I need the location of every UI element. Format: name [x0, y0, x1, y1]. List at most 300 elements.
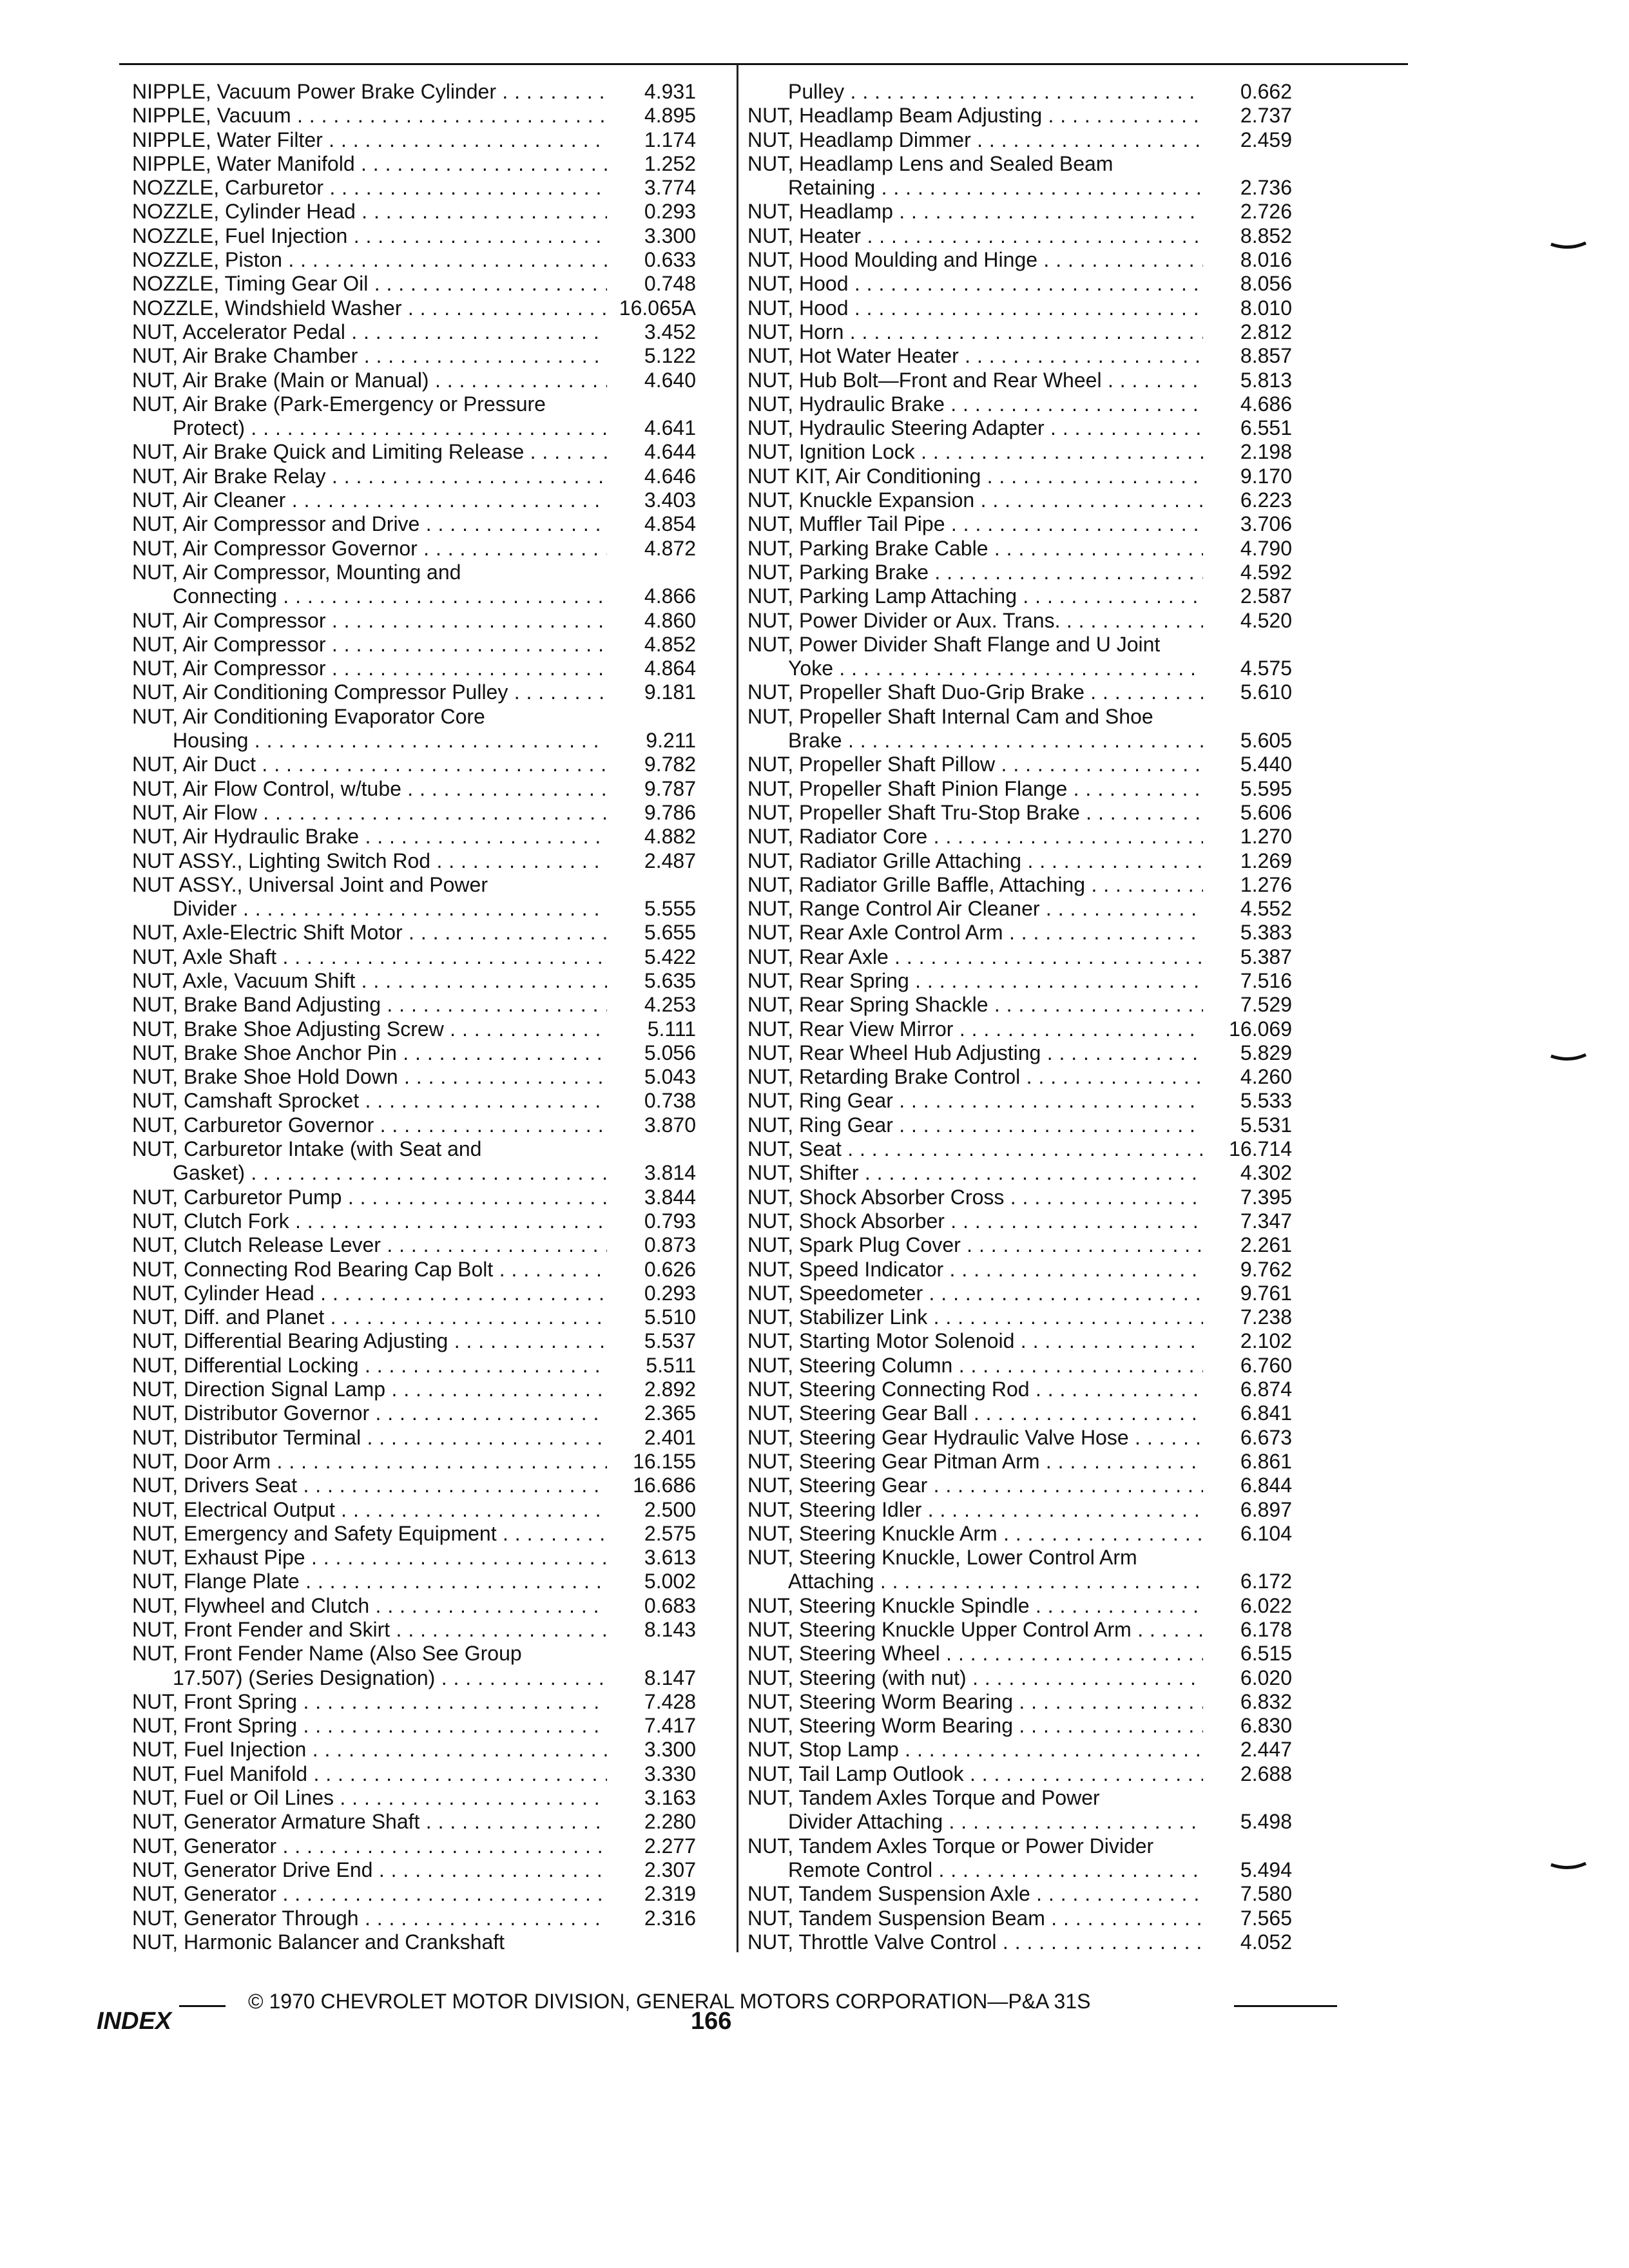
entry-label: NUT, Steering (with nut) . . . [747, 1666, 1203, 1690]
entry-group-number: 6.022 [1240, 1593, 1292, 1617]
index-entry [132, 1786, 696, 1810]
right-column [747, 80, 1292, 1954]
entry-group-number: 2.812 [1240, 320, 1292, 343]
entry-group-number: 6.844 [1240, 1474, 1292, 1497]
entry-row [132, 200, 696, 224]
entry-row [132, 1401, 696, 1425]
entry-group-number: 0.626 [644, 1257, 696, 1281]
entry-group-number: 5.813 [1240, 368, 1292, 392]
entry-group-number: 5.511 [646, 1353, 696, 1377]
entry-label: NUT, Air Brake Chamber . . . [132, 344, 607, 368]
entry-group-number: 4.931 [644, 80, 696, 103]
entry-row [747, 849, 1292, 873]
entry-row [747, 1642, 1292, 1666]
index-entry [132, 1017, 696, 1041]
index-entry [132, 1762, 696, 1786]
index-entry [747, 753, 1292, 776]
index-entry [747, 1354, 1292, 1378]
entry-group-number: 6.861 [1240, 1449, 1292, 1473]
index-entry [747, 1113, 1292, 1137]
entry-row [132, 1282, 696, 1305]
entry-row [747, 1065, 1292, 1089]
entry-group-number: 5.111 [647, 1017, 696, 1041]
entry-group-number: 5.605 [1240, 729, 1292, 753]
entry-row [132, 1426, 696, 1450]
entry-row [747, 1882, 1292, 1906]
index-entry [132, 1594, 696, 1618]
entry-label: NUT, Air Hydraulic Brake . . . [132, 825, 607, 849]
entry-label: NIPPLE, Water Manifold . . . [132, 152, 607, 176]
entry-group-number: 8.852 [1240, 224, 1292, 247]
entry-label: NUT, Air Brake Quick and Limiting Release . . . [132, 440, 607, 464]
footer-rule-left [179, 2005, 226, 2007]
entry-row [747, 104, 1292, 128]
index-entry [747, 1137, 1292, 1161]
entry-row [132, 416, 696, 440]
index-entry [747, 969, 1292, 993]
entry-row [132, 969, 696, 993]
entry-row [132, 729, 696, 753]
entry-group-number: 16.714 [1229, 1137, 1292, 1161]
entry-row [132, 1834, 696, 1858]
entry-label: NUT, Tail Lamp Outlook . . . [747, 1762, 1203, 1786]
entry-label: NUT, Rear Axle Control Arm . . . [747, 921, 1203, 945]
entry-group-number: 3.330 [644, 1762, 696, 1785]
entry-label: NUT, Rear Axle . . . [747, 945, 1203, 969]
index-entry [747, 1714, 1292, 1738]
entry-label: NUT, Camshaft Sprocket . . . [132, 1089, 607, 1113]
index-entry [132, 753, 696, 776]
entry-label: NUT, Steering Gear Ball . . . [747, 1401, 1203, 1425]
entry-label: NUT, Generator . . . [132, 1834, 607, 1858]
entry-label: NUT, Drivers Seat . . . [132, 1474, 607, 1497]
entry-label: NUT, Generator Through . . . [132, 1907, 607, 1930]
entry-group-number: 16.069 [1229, 1017, 1292, 1041]
index-entry [132, 993, 696, 1017]
index-entry [132, 1258, 696, 1282]
entry-row [132, 1882, 696, 1906]
index-entry [132, 1426, 696, 1450]
index-entry [747, 849, 1292, 873]
index-entry [747, 416, 1292, 440]
entry-row [132, 897, 696, 921]
entry-label: NOZZLE, Fuel Injection . . . [132, 224, 607, 248]
entry-label: NUT, Headlamp . . . [747, 200, 1203, 224]
index-entry [747, 1258, 1292, 1282]
entry-group-number: 5.002 [644, 1570, 696, 1593]
entry-label: NUT, Door Arm . . . [132, 1450, 607, 1474]
entry-row [132, 537, 696, 561]
entry-label: NUT, Radiator Grille Baffle, Attaching . . . [747, 873, 1203, 897]
entry-label: Connecting . . . [173, 584, 607, 608]
entry-group-number: 0.873 [644, 1233, 696, 1257]
entry-group-number: 2.277 [644, 1834, 696, 1858]
index-entry [747, 1233, 1292, 1257]
entry-label: NUT, Front Spring . . . [132, 1714, 607, 1738]
footer-rule-right [1234, 2005, 1337, 2007]
entry-group-number: 2.198 [1240, 440, 1292, 464]
entry-row [747, 1161, 1292, 1185]
entry-label: NUT, Clutch Release Lever . . . [132, 1233, 607, 1257]
entry-label: NUT, Propeller Shaft Duo-Grip Brake . . . [747, 680, 1203, 704]
index-entry [747, 465, 1292, 488]
index-entry [132, 1329, 696, 1353]
index-entry [747, 705, 1292, 753]
entry-label: Divider Attaching . . . [788, 1810, 1203, 1834]
index-entry [132, 488, 696, 512]
index-entry [747, 1786, 1292, 1834]
entry-label: NUT, Front Fender and Skirt . . . [132, 1618, 607, 1642]
entry-label: NIPPLE, Vacuum . . . [132, 104, 607, 128]
entry-label: NUT, Spark Plug Cover . . . [747, 1233, 1203, 1257]
index-entry [132, 176, 696, 200]
entry-label: NUT, Air Brake (Main or Manual) . . . [132, 369, 607, 392]
index-entry [132, 296, 696, 320]
entry-label: NUT, Propeller Shaft Pinion Flange . . . [747, 777, 1203, 801]
entry-row [747, 1426, 1292, 1450]
entry-group-number: 6.515 [1240, 1642, 1292, 1666]
entry-row [132, 825, 696, 849]
entry-row [747, 969, 1292, 993]
entry-group-number: 0.683 [644, 1593, 696, 1617]
entry-row [132, 440, 696, 464]
entry-group-number: 3.163 [644, 1786, 696, 1810]
entry-row [132, 465, 696, 488]
entry-group-number: 5.829 [1240, 1041, 1292, 1064]
index-entry [132, 1618, 696, 1642]
entry-label: NOZZLE, Timing Gear Oil . . . [132, 272, 607, 296]
entry-row [132, 1738, 696, 1762]
entry-row [132, 633, 696, 657]
index-entry [747, 296, 1292, 320]
index-entry [747, 921, 1292, 945]
index-entry [132, 512, 696, 536]
entry-row [747, 392, 1292, 416]
entry-label: NUT, Electrical Output . . . [132, 1498, 607, 1522]
index-entry [747, 1017, 1292, 1041]
entry-row [132, 921, 696, 945]
entry-label: NUT, Emergency and Safety Equipment . . . [132, 1522, 607, 1546]
index-entry [747, 777, 1292, 801]
entry-group-number: 4.552 [1240, 897, 1292, 921]
entry-group-number: 8.016 [1240, 248, 1292, 272]
entry-label: Brake . . . [788, 729, 1203, 753]
index-entry [747, 1474, 1292, 1497]
entry-row [747, 1762, 1292, 1786]
entry-row [747, 1209, 1292, 1233]
entry-label: NUT, Air Flow Control, w/tube . . . [132, 777, 607, 801]
entry-row [747, 1089, 1292, 1113]
entry-label: NUT, Air Compressor . . . [132, 609, 607, 633]
entry-row [747, 1666, 1292, 1690]
entry-group-number: 4.864 [644, 657, 696, 680]
index-entry [132, 344, 696, 368]
entry-row [747, 1401, 1292, 1425]
index-entry [747, 440, 1292, 464]
entry-group-number: 6.897 [1240, 1497, 1292, 1521]
entry-group-number: 4.872 [644, 536, 696, 560]
entry-label: NUT, Starting Motor Solenoid . . . [747, 1329, 1203, 1353]
entry-label: Yoke . . . [788, 657, 1203, 680]
entry-row [132, 1258, 696, 1282]
index-entry [132, 1401, 696, 1425]
entry-group-number: 1.270 [1240, 825, 1292, 849]
entry-row [747, 897, 1292, 921]
entry-label: NUT, Generator Drive End . . . [132, 1858, 607, 1882]
index-entry [747, 1426, 1292, 1450]
entry-label: NUT, Cylinder Head . . . [132, 1282, 607, 1305]
entry-group-number: 5.043 [644, 1065, 696, 1089]
entry-group-number: 4.260 [1240, 1065, 1292, 1089]
entry-label: NUT, Parking Lamp Attaching . . . [747, 584, 1203, 608]
index-entry [132, 680, 696, 704]
entry-row [132, 1498, 696, 1522]
entry-group-number: 5.422 [644, 945, 696, 968]
entry-label: NUT, Stop Lamp . . . [747, 1738, 1203, 1762]
entry-label: NUT, Hood . . . [747, 296, 1203, 320]
index-entry [747, 1161, 1292, 1185]
index-entry [132, 1137, 696, 1186]
entry-description-line: NUT, Headlamp Lens and Sealed Beam [747, 151, 1113, 175]
entry-group-number: 4.852 [644, 632, 696, 656]
entry-group-number: 5.655 [644, 921, 696, 945]
entry-label: NUT, Power Divider or Aux. Trans. . . . [747, 609, 1203, 633]
entry-group-number: 4.882 [644, 825, 696, 849]
index-entry [747, 945, 1292, 969]
entry-row [747, 440, 1292, 464]
entry-label: NUT, Steering Idler . . . [747, 1498, 1203, 1522]
entry-label: NUT, Ignition Lock . . . [747, 440, 1203, 464]
index-entry [132, 224, 696, 248]
entry-label: NUT, Shock Absorber . . . [747, 1209, 1203, 1233]
entry-label: NUT, Hydraulic Steering Adapter . . . [747, 416, 1203, 440]
entry-group-number: 6.551 [1240, 416, 1292, 440]
entry-label: NUT, Stabilizer Link . . . [747, 1305, 1203, 1329]
entry-group-number: 9.211 [646, 729, 696, 753]
index-entry [747, 1618, 1292, 1642]
entry-group-number: 5.606 [1240, 800, 1292, 824]
entry-group-number: 6.760 [1240, 1353, 1292, 1377]
entry-row [747, 993, 1292, 1017]
entry-group-number: 6.172 [1240, 1570, 1292, 1593]
entry-description-line: NUT, Power Divider Shaft Flange and U Joint [747, 632, 1161, 656]
index-entry [747, 1546, 1292, 1594]
entry-group-number: 2.447 [1240, 1738, 1292, 1762]
entry-row [132, 1186, 696, 1209]
entry-label: NUT, Hub Bolt—Front and Rear Wheel . . . [747, 369, 1203, 392]
index-entry [747, 609, 1292, 633]
index-entry [132, 537, 696, 561]
index-entry [132, 1858, 696, 1882]
entry-row [132, 1546, 696, 1570]
entry-row [747, 416, 1292, 440]
entry-label: NUT, Rear Wheel Hub Adjusting . . . [747, 1041, 1203, 1065]
entry-description-line: NUT ASSY., Universal Joint and Power [132, 872, 488, 896]
entry-label: NUT, Brake Shoe Hold Down . . . [132, 1065, 607, 1089]
entry-row [132, 80, 696, 104]
entry-group-number: 4.640 [644, 368, 696, 392]
entry-group-number: 2.261 [1240, 1233, 1292, 1257]
index-entry [132, 1834, 696, 1858]
entry-row [747, 272, 1292, 296]
index-entry [747, 248, 1292, 272]
entry-row [132, 1570, 696, 1593]
index-entry [747, 1089, 1292, 1113]
entry-label: NUT, Speedometer . . . [747, 1282, 1203, 1305]
entry-row [747, 176, 1292, 200]
entry-group-number: 6.830 [1240, 1714, 1292, 1738]
index-entry [747, 1690, 1292, 1714]
entry-group-number: 2.688 [1240, 1762, 1292, 1785]
entry-row [132, 1305, 696, 1329]
entry-label: Protect) . . . [173, 416, 607, 440]
entry-label: NIPPLE, Water Filter . . . [132, 128, 607, 152]
entry-group-number: 0.293 [644, 1281, 696, 1305]
entry-label: NUT, Rear Spring Shackle . . . [747, 993, 1203, 1017]
entry-row [132, 801, 696, 825]
entry-group-number: 1.269 [1240, 849, 1292, 872]
entry-group-number: 1.276 [1240, 872, 1292, 896]
entry-label: NUT, Steering Worm Bearing . . . [747, 1690, 1203, 1714]
index-entry [132, 849, 696, 873]
index-entry [132, 272, 696, 296]
entry-group-number: 3.300 [644, 1738, 696, 1762]
entry-row [747, 657, 1292, 680]
entry-label: NUT, Horn . . . [747, 320, 1203, 344]
entry-row [132, 272, 696, 296]
entry-label: NIPPLE, Vacuum Power Brake Cylinder . . . [132, 80, 607, 104]
entry-label: NUT, Carburetor Governor . . . [132, 1113, 607, 1137]
entry-row [132, 777, 696, 801]
entry-group-number: 4.646 [644, 464, 696, 488]
entry-row [132, 657, 696, 680]
index-entry [132, 561, 696, 609]
index-entry [132, 1282, 696, 1305]
entry-label: NUT, Connecting Rod Bearing Cap Bolt . . . [132, 1258, 607, 1282]
index-entry [747, 1305, 1292, 1329]
entry-row [132, 1786, 696, 1810]
entry-group-number: 3.870 [644, 1113, 696, 1137]
entry-row [132, 1594, 696, 1618]
entry-group-number: 7.238 [1240, 1305, 1292, 1329]
entry-description-line: NUT, Air Conditioning Evaporator Core [132, 704, 485, 728]
entry-description-line: NUT, Air Brake (Park-Emergency or Pressure [132, 392, 546, 416]
entry-row [132, 1858, 696, 1882]
entry-label: NUT, Shock Absorber Cross . . . [747, 1186, 1203, 1209]
entry-label: NUT, Ring Gear . . . [747, 1089, 1203, 1113]
entry-label: NUT, Brake Shoe Anchor Pin . . . [132, 1041, 607, 1065]
entry-label: NUT, Fuel or Oil Lines . . . [132, 1786, 607, 1810]
index-entry [747, 825, 1292, 849]
entry-row [132, 128, 696, 152]
entry-row [747, 1690, 1292, 1714]
entry-group-number: 5.610 [1240, 680, 1292, 704]
index-entry [132, 1065, 696, 1089]
index-entry [747, 633, 1292, 681]
index-entry [747, 1642, 1292, 1666]
entry-label: NUT, Hood . . . [747, 272, 1203, 296]
entry-row [747, 1570, 1292, 1593]
entry-group-number: 5.056 [644, 1041, 696, 1064]
entry-row [132, 1329, 696, 1353]
entry-row [747, 465, 1292, 488]
entry-label: NUT, Rear View Mirror . . . [747, 1017, 1203, 1041]
index-entry [747, 537, 1292, 561]
entry-label: NUT, Distributor Governor . . . [132, 1401, 607, 1425]
entry-row [132, 1810, 696, 1834]
entry-row [747, 1354, 1292, 1378]
entry-group-number: 4.866 [644, 584, 696, 608]
entry-label: Attaching . . . [788, 1570, 1203, 1593]
entry-label: NUT, Steering Gear Hydraulic Valve Hose . . . [747, 1426, 1203, 1450]
entry-group-number: 3.814 [644, 1161, 696, 1185]
index-entry [132, 921, 696, 945]
entry-label: NUT, Air Brake Relay . . . [132, 465, 607, 488]
entry-row [747, 369, 1292, 392]
index-entry [132, 1186, 696, 1209]
index-entry [132, 705, 696, 753]
entry-row [747, 1810, 1292, 1834]
entry-group-number: 5.383 [1240, 921, 1292, 945]
entry-label: NUT, Headlamp Beam Adjusting . . . [747, 104, 1203, 128]
entry-row [747, 488, 1292, 512]
entry-row [132, 1065, 696, 1089]
entry-group-number: 1.252 [644, 151, 696, 175]
index-entry [132, 248, 696, 272]
entry-label: NUT, Flange Plate . . . [132, 1570, 607, 1593]
index-entry [132, 1450, 696, 1474]
index-entry [132, 777, 696, 801]
entry-group-number: 2.737 [1240, 104, 1292, 128]
entry-row [132, 320, 696, 344]
index-entry [747, 369, 1292, 392]
entry-group-number: 0.293 [644, 200, 696, 224]
index-entry [747, 1450, 1292, 1474]
index-entry [132, 200, 696, 224]
entry-row [747, 1738, 1292, 1762]
entry-label: NUT, Radiator Core . . . [747, 825, 1203, 849]
index-entry [132, 1041, 696, 1065]
index-entry [747, 1738, 1292, 1762]
entry-row [747, 344, 1292, 368]
entry-row [747, 296, 1292, 320]
entry-label: NUT, Tandem Suspension Beam . . . [747, 1907, 1203, 1930]
entry-group-number: 3.403 [644, 488, 696, 512]
entry-group-number: 9.787 [644, 776, 696, 800]
entry-label: Gasket) . . . [173, 1161, 607, 1185]
entry-row [132, 1161, 696, 1185]
entry-row [132, 1450, 696, 1474]
entry-label: NUT, Parking Brake Cable . . . [747, 537, 1203, 561]
entry-label: NUT, Differential Locking . . . [132, 1354, 607, 1378]
entry-group-number: 6.178 [1240, 1618, 1292, 1641]
index-entry [747, 320, 1292, 344]
entry-group-number: 8.147 [644, 1666, 696, 1689]
entry-row [747, 80, 1292, 104]
entry-group-number: 0.748 [644, 272, 696, 296]
entry-group-number: 6.874 [1240, 1378, 1292, 1401]
entry-group-number: 5.555 [644, 897, 696, 921]
entry-label: NUT, Hot Water Heater . . . [747, 344, 1203, 368]
entry-row [132, 849, 696, 873]
index-entry [747, 1186, 1292, 1209]
index-entry [132, 1209, 696, 1233]
entry-group-number: 6.223 [1240, 488, 1292, 512]
left-column [132, 80, 696, 1954]
index-entry [132, 1546, 696, 1570]
entry-group-number: 3.452 [644, 320, 696, 343]
entry-label: NUT, Muffler Tail Pipe . . . [747, 512, 1203, 536]
